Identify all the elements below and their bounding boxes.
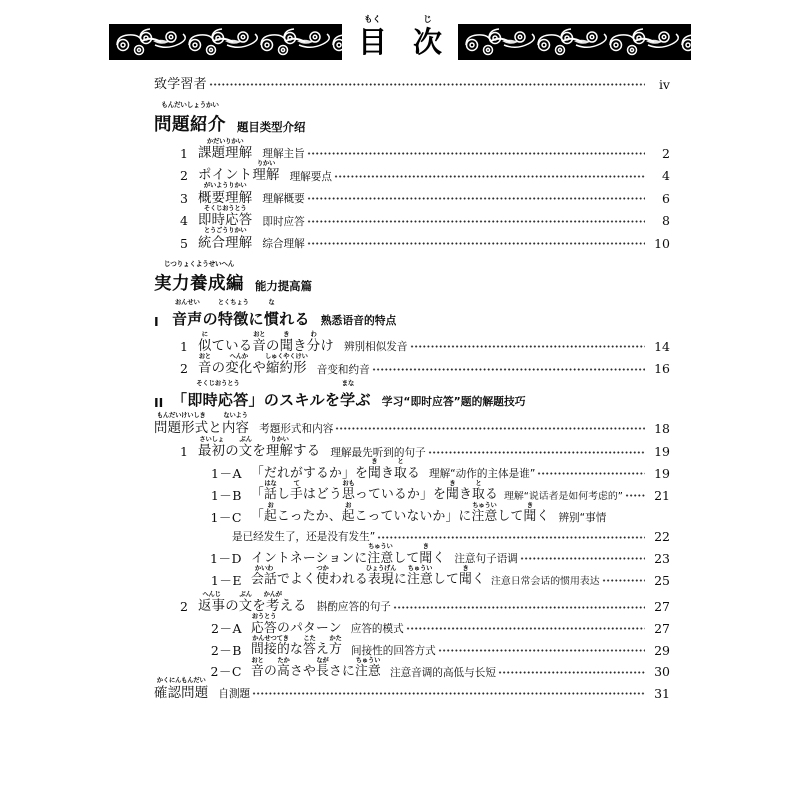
toc-entry-title: かだいりかい 課題理解: [198, 137, 253, 161]
page-title: [342, 14, 458, 59]
toc-entry-title: とうごうりかい 統合理解: [198, 227, 253, 251]
toc-entry-page: 30: [654, 664, 670, 680]
toc-entry-cn: 注意音调的高低与长短: [390, 666, 496, 679]
toc-entry-title: もんだいけいしき 問題形式と ないよう 内容: [154, 412, 250, 436]
dot-leader: [334, 172, 645, 181]
section-heading-kanji: 実力養成編: [154, 274, 244, 295]
toc-entry-page: 10: [654, 235, 670, 251]
dot-leader: [393, 603, 645, 612]
toc-entry-cn: 音变和约音: [316, 363, 370, 376]
toc-entry-ruby: りかい: [256, 159, 276, 167]
toc-entry-label: 1－B: [210, 487, 242, 503]
toc-entry-ruby: とうごうりかい: [203, 227, 247, 235]
toc-entry-1b[interactable]: [154, 479, 670, 503]
section-heading-jp: [154, 259, 244, 295]
dot-leader: [438, 646, 645, 655]
dot-leader: [410, 342, 646, 351]
toc-entry-title: へんじ 返事の ぶん 文を かんが 考える: [198, 590, 307, 615]
toc-entry-number: 2: [180, 168, 188, 184]
title-char-ji: [413, 14, 443, 59]
toc-entry-ch2-group2[interactable]: [154, 590, 670, 615]
toc-entry-label: 2－C: [210, 664, 242, 680]
decorative-banner-left: [109, 24, 342, 60]
toc-entry-preface[interactable]: [154, 78, 670, 91]
toc-entry-title: さいしょ 最初の ぶん 文を りかい 理解する: [198, 435, 321, 460]
section-heading-ruby: じつりょくようせいへん: [163, 259, 235, 268]
toc-entry-ruby: かくにんもんだい: [156, 677, 206, 685]
toc-entry-cn: 理解要点: [289, 170, 332, 183]
dot-leader: [209, 80, 645, 89]
toc-entry-page: 4: [662, 168, 670, 184]
toc-entry-number: 2: [180, 361, 188, 377]
toc-entry-2c[interactable]: [154, 656, 670, 680]
toc-entry-title: イントネーションに ちゅうい 注意して き 聞く: [251, 543, 446, 566]
toc-entry-cn: 考題形式和内容: [259, 423, 334, 436]
table-of-contents: [154, 78, 670, 700]
section-heading-cn: 題目类型介绍: [237, 119, 306, 134]
dot-leader: [252, 689, 645, 698]
toc-entry-ch1-1[interactable]: [154, 330, 670, 355]
toc-entry-page: 16: [654, 361, 670, 377]
chapter-numeral: I: [154, 314, 159, 330]
toc-entry-cn: 理解主旨: [262, 148, 305, 161]
toc-entry-page: 23: [654, 550, 670, 566]
title-char-moku-kanji: 目: [357, 24, 387, 59]
toc-entry-number: 1: [180, 444, 188, 460]
toc-entry-2[interactable]: [154, 159, 670, 184]
dot-leader: [406, 624, 645, 633]
toc-entry-number: 3: [180, 190, 188, 206]
toc-entry-cn: 辨别“事情: [558, 511, 607, 524]
toc-entry-number: 2: [180, 599, 188, 615]
toc-entry-page: 22: [654, 529, 670, 545]
toc-entry-page: 18: [654, 420, 670, 436]
section-heading-jp: [154, 100, 226, 136]
toc-entry-cn: 辨別相似发音: [343, 341, 408, 354]
toc-entry-cn: 理解“说话者是如何考虑的”: [503, 490, 623, 502]
dot-leader: [498, 668, 645, 677]
chapter-heading-2[interactable]: [154, 378, 670, 410]
toc-entry-number: 5: [180, 235, 188, 251]
toc-entry-title: おうとう 応答のパターン: [251, 613, 342, 636]
toc-entry-1[interactable]: [154, 137, 670, 161]
dot-leader: [537, 469, 645, 478]
toc-entry-label: 2－A: [211, 620, 242, 636]
toc-entry-label: 1－E: [210, 572, 242, 588]
section-heading-cn: 能力提高篇: [255, 278, 312, 293]
toc-entry-cn: 注意句子语调: [454, 553, 518, 566]
toc-entry-title: そくじおうとう 即時応答: [198, 204, 253, 229]
dot-leader: [307, 149, 645, 158]
toc-entry-label: 2－B: [210, 642, 242, 658]
toc-entry-1c-continuation[interactable]: [154, 531, 670, 544]
dot-leader: [520, 554, 645, 563]
toc-entry-page: 19: [654, 444, 670, 460]
toc-entry-ruby: そくじおうとう: [203, 204, 247, 212]
title-char-ji-ruby: じ: [423, 14, 432, 25]
toc-entry-5[interactable]: [154, 227, 670, 251]
toc-entry-title: 「だれがするか」を き 聞き と 取る: [251, 458, 420, 481]
toc-entry-ch2-intro[interactable]: [154, 412, 670, 436]
section-heading-ruby: もんだいしょうかい: [161, 100, 219, 109]
toc-entry-page: 6: [662, 190, 670, 206]
toc-entry-cn: 理解最先听到的句子: [330, 446, 426, 459]
toc-entry-title: 致学習者: [154, 77, 207, 92]
dot-leader: [377, 533, 645, 542]
toc-entry-ch2-group1[interactable]: [154, 435, 670, 460]
cloud-swirl-pattern-icon: [109, 24, 342, 60]
toc-entry-title: がいようりかい 概要理解: [198, 182, 253, 206]
toc-entry-cn: 应答的模式: [350, 623, 404, 636]
toc-entry-ruby: かだいりかい: [206, 137, 244, 145]
toc-entry-page: 19: [654, 465, 670, 481]
toc-entry-cn: 自測題: [218, 688, 251, 701]
chapter-heading-1[interactable]: [154, 298, 670, 330]
toc-entry-title: かんせつてき 間接的な こた 答え かた 方: [251, 634, 342, 658]
spacer: [154, 91, 670, 111]
toc-entry-cn: 间接性的回答方式: [351, 645, 436, 658]
toc-entry-cn: 理解概要: [262, 193, 305, 206]
toc-entry-page: 27: [654, 620, 670, 636]
toc-entry-number: 4: [180, 213, 188, 229]
toc-entry-1d[interactable]: [154, 543, 670, 566]
toc-entry-2b[interactable]: [154, 634, 670, 658]
toc-entry-page: 27: [654, 599, 670, 615]
toc-entry-4[interactable]: [154, 204, 670, 229]
toc-entry-title: おと 音の たか 高さや なが 長さに ちゅうい 注意: [251, 656, 381, 680]
toc-entry-page: 29: [654, 642, 670, 658]
dot-leader: [602, 576, 645, 585]
toc-entry-title: ポイント りかい 理解: [198, 159, 280, 184]
toc-entry-number: 1: [180, 145, 188, 161]
toc-entry-label: 1－A: [211, 465, 242, 481]
toc-entry-label: 1－C: [210, 509, 242, 525]
toc-entry-3[interactable]: [154, 182, 670, 206]
toc-entry-1c[interactable]: [154, 501, 670, 525]
toc-entry-title: かくにんもんだい 確認問題: [154, 677, 209, 701]
toc-entry-title: かいわ 会話でよく つか 使われる ひょうげん 表現に ちゅうい 注意して き 聞く: [251, 564, 485, 588]
title-char-moku: [357, 14, 387, 59]
toc-entry-cn: 理解“动作的主体是谁”: [428, 468, 536, 481]
toc-entry-page: 2: [662, 145, 670, 161]
toc-entry-cn: 综合理解: [262, 237, 305, 250]
toc-entry-cn-wrap: 是已经发生了，还是没有发生”: [232, 531, 376, 544]
toc-entry-1a[interactable]: [154, 458, 670, 481]
dot-leader: [307, 239, 645, 248]
dot-leader: [625, 491, 645, 500]
toc-entry-cn: 斟酌应答的句子: [316, 601, 391, 614]
title-char-moku-ruby: もく: [363, 14, 381, 25]
cloud-swirl-pattern-icon: [458, 24, 691, 60]
toc-entry-title: 「 はな 話し て 手はどう おも 思っているか」を き 聞き と 取る: [251, 479, 498, 503]
toc-entry-page: 21: [654, 487, 670, 503]
page-header: [0, 14, 800, 64]
toc-entry-ch1-2[interactable]: [154, 352, 670, 377]
dot-leader: [307, 194, 645, 203]
toc-entry-title: おと 音の へんか 変化や しゅくやくけい 縮約形: [198, 352, 308, 377]
chapter-title-cn: 熟悉语音的特点: [320, 314, 397, 328]
toc-entry-ruby: がいようりかい: [203, 182, 247, 190]
toc-entry-cn: 注意日常会话的惯用表达: [491, 575, 600, 587]
toc-entry-page: 25: [654, 572, 670, 588]
decorative-banner-right: [458, 24, 691, 60]
dot-leader: [372, 365, 645, 374]
toc-entry-title: に 似ている おと 音の き 聞き わ 分け: [198, 330, 334, 355]
chapter-title-jp: 「 そくじおうとう 即時応答」のスキルを まな 学ぶ: [172, 378, 371, 409]
dot-leader: [307, 217, 645, 226]
toc-entry-kakunin-mondai[interactable]: [154, 677, 670, 701]
chapter-title-jp: おんせい 音声の とくちょう 特徴に な 慣れる: [172, 298, 310, 329]
toc-entry-1e[interactable]: [154, 564, 670, 588]
toc-entry-page: 8: [662, 213, 670, 229]
toc-entry-page: 14: [654, 338, 670, 354]
toc-entry-page: 31: [654, 685, 670, 701]
chapter-title-cn: 学习“即时应答”题的解题技巧: [381, 394, 526, 408]
toc-entry-label: 1－D: [210, 550, 242, 566]
section-heading-mondai-shoukai: [154, 100, 670, 136]
title-char-ji-kanji: 次: [413, 24, 443, 59]
toc-entry-2a[interactable]: [154, 613, 670, 636]
dot-leader: [335, 424, 645, 433]
toc-entry-title: 「 お 起こったか、 お 起こっていないか」に ちゅうい 注意して き 聞く: [251, 501, 550, 525]
toc-entry-cn: 即时应答: [262, 215, 305, 228]
section-heading-kanji: 問題紹介: [154, 115, 226, 135]
toc-entry-page: iv: [658, 76, 670, 92]
chapter-numeral: II: [154, 394, 164, 410]
dot-leader: [428, 448, 645, 457]
toc-entry-number: 1: [180, 338, 188, 354]
section-heading-jitsuryoku-yousei: [154, 259, 670, 295]
